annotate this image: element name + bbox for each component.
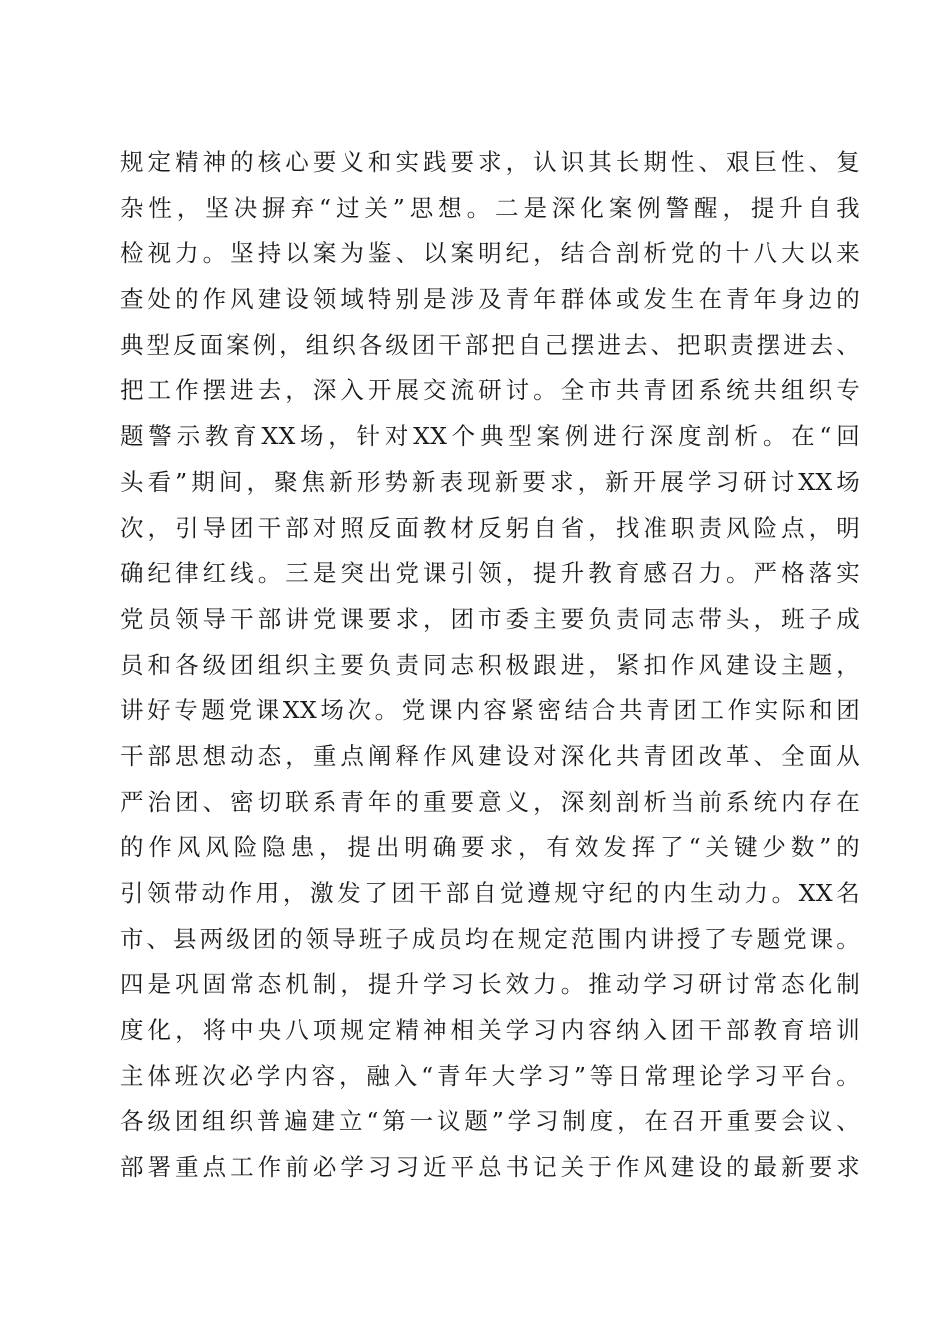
text-line: 主体班次必学内容，融入“青年大学习”等日常理论学习平台。 xyxy=(120,1061,860,1090)
text-line: 度化，将中央八项规定精神相关学习内容纳入团干部教育培训 xyxy=(120,1016,860,1045)
text-line: 员和各级团组织主要负责同志积极跟进，紧扣作风建设主题， xyxy=(120,650,860,679)
text-line: 干部思想动态，重点阐释作风建设对深化共青团改革、全面从 xyxy=(120,741,860,770)
text-line: 讲好专题党课XX场次。党课内容紧密结合共青团工作实际和团 xyxy=(120,696,860,725)
text-line: 部署重点工作前必学习习近平总书记关于作风建设的最新要求 xyxy=(120,1153,860,1182)
text-line: 的作风风险隐患，提出明确要求，有效发挥了“关键少数”的 xyxy=(120,833,860,862)
text-line: 严治团、密切联系青年的重要意义，深刻剖析当前系统内存在 xyxy=(120,787,860,816)
text-line: 杂性，坚决摒弃“过关”思想。二是深化案例警醒，提升自我 xyxy=(120,193,860,222)
text-line: 四是巩固常态机制，提升学习长效力。推动学习研讨常态化制 xyxy=(120,970,860,999)
text-line: 规定精神的核心要义和实践要求，认识其长期性、艰巨性、复 xyxy=(120,148,860,176)
text-line: 市、县两级团的领导班子成员均在规定范围内讲授了专题党课。 xyxy=(120,924,860,953)
body-paragraph xyxy=(120,140,860,1191)
text-line: 各级团组织普遍建立“第一议题”学习制度，在召开重要会议、 xyxy=(120,1107,860,1136)
text-line: 检视力。坚持以案为鉴、以案明纪，结合剖析党的十八大以来 xyxy=(120,239,860,268)
text-line: 引领带动作用，激发了团干部自觉遵规守纪的内生动力。XX名 xyxy=(120,879,860,907)
text-line: 头看”期间，聚焦新形势新表现新要求，新开展学习研讨XX场 xyxy=(120,467,860,496)
text-line: 党员领导干部讲党课要求，团市委主要负责同志带头，班子成 xyxy=(120,604,860,633)
text-line: 次，引导团干部对照反面教材反躬自省，找准职责风险点，明 xyxy=(120,513,860,542)
text-line: 题警示教育XX场，针对XX个典型案例进行深度剖析。在“回 xyxy=(120,422,860,451)
text-line: 把工作摆进去，深入开展交流研讨。全市共青团系统共组织专 xyxy=(120,376,860,405)
text-line: 确纪律红线。三是突出党课引领，提升教育感召力。严格落实 xyxy=(120,559,860,588)
text-line: 查处的作风建设领域特别是涉及青年群体或发生在青年身边的 xyxy=(120,285,860,314)
text-line: 典型反面案例，组织各级团干部把自己摆进去、把职责摆进去、 xyxy=(120,330,860,359)
